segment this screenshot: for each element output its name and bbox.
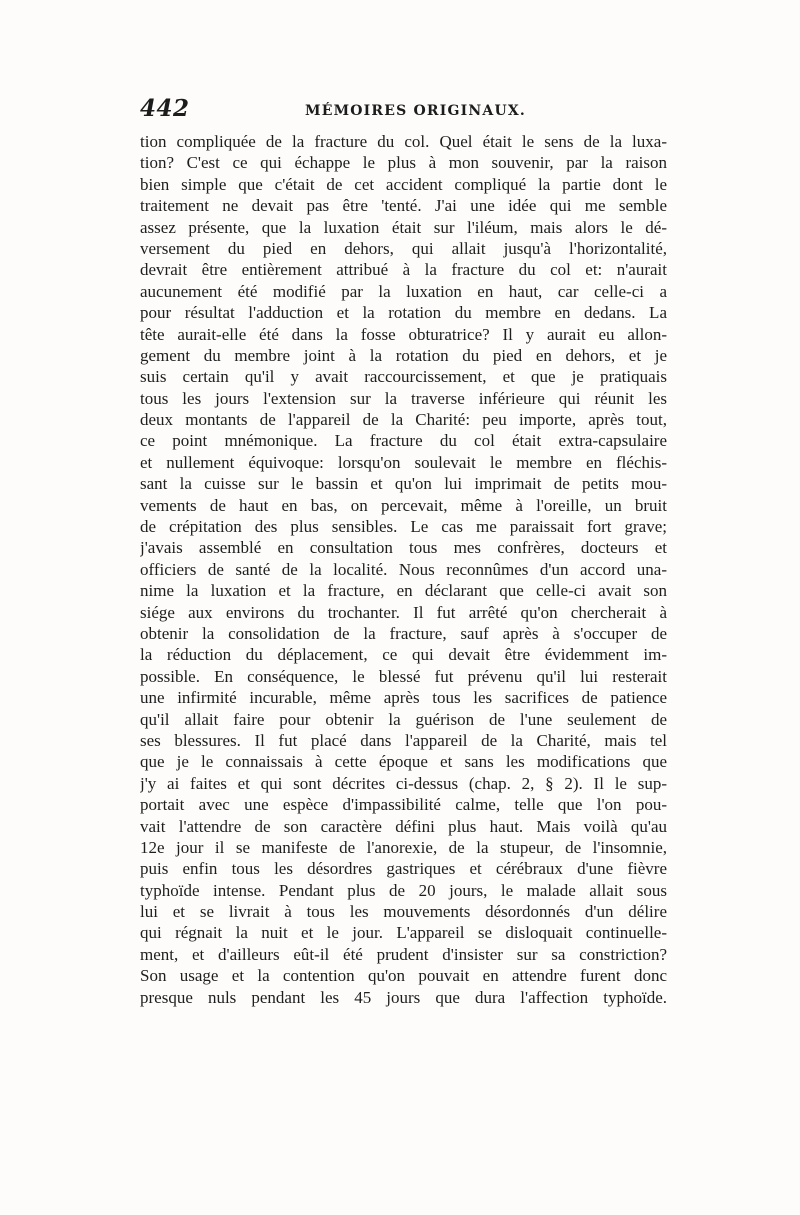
text-line: la réduction du déplacement, ce qui devait être évidemment im- <box>140 645 667 665</box>
text-line: tion? C'est ce qui échappe le plus à mon souvenir, par la raison <box>140 153 667 173</box>
text-line: ce point mnémonique. La fracture du col était extra-capsulaire <box>140 431 667 451</box>
text-line: typhoïde intense. Pendant plus de 20 jours, le malade allait sous <box>140 880 667 900</box>
text-line: lui et se livrait à tous les mouvements désordonnés d'un délire <box>140 902 667 922</box>
running-head: MÉMOIRES ORIGINAUX. <box>305 103 526 119</box>
text-line: puis enfin tous les désordres gastriques et cérébraux d'une fièvre <box>140 859 667 879</box>
text-line: tion compliquée de la fracture du col. Quel était le sens de la luxa- <box>140 132 667 151</box>
text-line: tête aurait-elle été dans la fosse obturatrice? Il y aurait eu allon- <box>140 324 667 344</box>
text-line: j'y ai faites et qui sont décrites ci-dessus (chap. 2, § 2). Il le sup- <box>140 773 667 793</box>
text-line: versement du pied en dehors, qui allait jusqu'à l'horizontalité, <box>140 238 667 258</box>
text-line: traitement ne devait pas être 'tenté. J'ai une idée qui me semble <box>140 196 667 216</box>
text-line: Son usage et la contention qu'on pouvait en attendre furent donc <box>140 966 667 986</box>
page-number: 442 <box>140 95 190 122</box>
text-line: bien simple que c'était de cet accident compliqué la partie dont le <box>140 174 667 194</box>
text-line: siége aux environs du trochanter. Il fut arrêté qu'on chercherait à <box>140 602 667 622</box>
text-line: de crépitation des plus sensibles. Le cas me paraissait fort grave; <box>140 517 667 537</box>
text-line: 12e jour il se manifeste de l'anorexie, de la stupeur, de l'insomnie, <box>140 837 667 857</box>
text-line: que je le connaissais à cette époque et sans les modifications que <box>140 752 667 772</box>
text-line: pour résultat l'adduction et la rotation du membre en dedans. La <box>140 303 667 323</box>
text-line: presque nuls pendant les 45 jours que dura l'affection typhoïde. <box>140 987 667 1007</box>
text-line: devrait être entièrement attribué à la fracture du col et: n'aurait <box>140 260 667 280</box>
text-line: deux montants de l'appareil de la Charité: peu importe, après tout, <box>140 410 667 430</box>
text-line: j'avais assemblé en consultation tous mes confrères, docteurs et <box>140 538 667 558</box>
text-line: portait avec une espèce d'impassibilité calme, telle que l'on pou- <box>140 795 667 815</box>
text-line: possible. En conséquence, le blessé fut prévenu qu'il lui resterait <box>140 666 667 686</box>
text-line: ses blessures. Il fut placé dans l'appareil de la Charité, mais tel <box>140 730 667 750</box>
page-header <box>137 95 665 129</box>
text-line: ment, et d'ailleurs eût-il été prudent d'insister sur sa constriction? <box>140 944 667 964</box>
text-line: suis certain qu'il y avait raccourcissement, et que je pratiquais <box>140 367 667 387</box>
text-line: vait l'attendre de son caractère défini plus haut. Mais voilà qu'au <box>140 816 667 836</box>
text-line: qu'il allait faire pour obtenir la guérison de l'une seulement de <box>140 709 667 729</box>
text-line: assez présente, que la luxation était sur l'iléum, mais alors le dé- <box>140 217 667 237</box>
text-line: et nullement équivoque: lorsqu'on soulevait le membre en fléchis- <box>140 452 667 472</box>
text-line: une infirmité incurable, même après tous les sacrifices de patience <box>140 688 667 708</box>
text-line: nime la luxation et la fracture, en déclarant que celle-ci avait son <box>140 581 667 601</box>
text-line: qui régnait la nuit et le jour. L'appareil se disloquait continuelle- <box>140 923 667 943</box>
text-line: officiers de santé de la localité. Nous reconnûmes d'un accord una- <box>140 559 667 579</box>
text-line: vements de haut en bas, on percevait, même à l'oreille, un bruit <box>140 495 667 515</box>
text-line: sant la cuisse sur le bassin et qu'on lui imprimait de petits mou- <box>140 474 667 494</box>
text-line: obtenir la consolidation de la fracture, sauf après à s'occuper de <box>140 623 667 643</box>
body-text <box>140 131 667 1008</box>
text-line: aucunement été modifié par la luxation en haut, car celle-ci a <box>140 281 667 301</box>
text-line: gement du membre joint à la rotation du pied en dehors, et je <box>140 345 667 365</box>
text-line: tous les jours l'extension sur la traverse inférieure qui réunit les <box>140 388 667 408</box>
